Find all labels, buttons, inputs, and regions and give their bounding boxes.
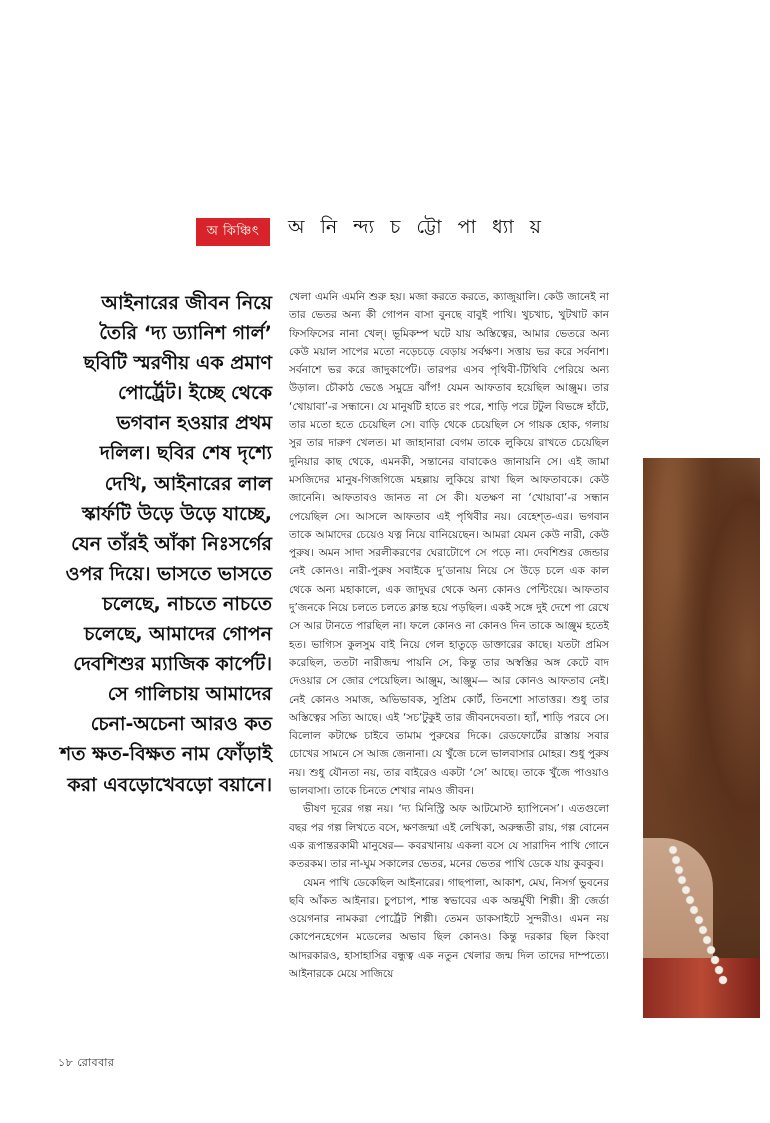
body-paragraph-2: ভীষণ দূরের গল্প নয়। ‘দ্য মিনিস্ট্রি অফ আটমোস্ট হ্যাপিনেস’। এতগুলো বছর পর গল্প লিখতে বসে, ক্ষণজন্মা এই লেখিকা, অরুন্ধতী রায়, গল্প বোনেন এক রূপান্তরকামী মানুষের— কবরখানায় একলা বসে যে সারাদিন পাখি গোনে কতরকম। তার না-ঘুম সকালের ভেতর, মনের ভেতর পাখি ডেকে যায় কুবকুব। <box>289 803 609 871</box>
pearl-necklace <box>643 458 760 1018</box>
article-body <box>289 288 609 1028</box>
pull-quote: আইনারের জীবন নিয়ে তৈরি ‘দ্য ড্যানিশ গার্ল’ ছবিটি স্মরণীয় এক প্রমাণ পোর্ট্রেট। ইচ্ছে থেকে ভগবান হওয়ার প্রথম দলিল। ছবির শেষ দৃশ্যে দেখি, আইনারের লাল স্কার্ফটি উড়ে উড়ে যাচ্ছে, যেন তাঁরই আঁকা নিঃসর্গের ওপর দিয়ে। ভাসতে ভাসতে চলেছে, নাচতে নাচতে চলেছে, আমাদের গোপন দেবশিশুর ম্যাজিক কার্পেট। সে গালিচায় আমাদের চেনা-অচেনা আরও কত শত ক্ষত-বিক্ষত নাম ফোঁড়াই করা এবড়োখেবড়ো বয়ানে। <box>60 292 272 796</box>
author-name: অ নি ন্দ্য চ ট্টো পা ধ্যা য় <box>288 216 546 238</box>
section-kicker-label: অ কিঞ্চিৎ <box>196 218 270 246</box>
body-paragraph-1: খেলা এমনি এমনি শুরু হয়। মজা করতে করতে, ক্যাজুয়ালি। কেউ জানেই না তার ভেতর অন্য কী গোপন বাসা বুনছে বাবুই পাখি। খুচখাচ, খুটখাট কান ফিসফিসের নানা খেল্‌। ভূমিকম্প ঘটে যায় অস্তিত্বের, আমার ভেতরে অন্য কেউ ময়াল সাপের মতো নড়েচড়ে বেড়ায় সর্বক্ষণ। সত্তায় ভর করে সর্বনাশ। সর্বনাশে ভর করে জাদুকার্পেট। তারপর এসব পৃথিবী-টিথিবি পেরিয়ে অন্য উড়াল। চৌকাঠ ভেঙে সমুদ্রে ঝাঁপ! যেমন আফতাব হয়েছিল আঞ্জুম। তার ‘খোয়াবা’-র সন্ধানে। যে মানুষটি হাতে রং পরে, শাড়ি পরে টটুল বিভঙ্গে হাঁটে, তার মতো হতে চেয়েছিল সে। বাড়ি থেকে চেয়েছিল সে গায়ক হোক, গলায় সুর তার দারুণ খেলত। মা জাহানারা বেগম তাকে লুকিয়ে রাখতে চেয়েছিল দুনিয়ার কাছ থেকে, এমনকী, সন্তানের বাবাকেও জানায়নি সে। এই জামা মসজিদের মানুষ-গিজগিজে মহল্লায় লুকিয়ে রাখা ছিল আফতাবকে। কেউ জানেনি। আফতাবও জানত না সে কী। যতক্ষণ না ‘খোয়াবা’-র সন্ধান পেয়েছিল সে। আসলে আফতাব এই পৃথিবীর নয়। বেহেশ্‌ত-এর। ভগবান তাকে আমাদের চেয়েও যত্ন নিয়ে বানিয়েছেন। আমরা যেমন কেউ নারী, কেউ পুরুষ। অমন সাদা সরলীকরণের ঘেরাটোপে সে পড়ে না। দেবশিশুর জেন্ডার নেই কোনও। নারী-পুরুষ সবাইকে দু’ডানায় নিয়ে সে উড়ে চলে এক কাল থেকে অন্য মহাকালে, এক জাদুঘর থেকে অন্য কোনও পেন্টিংয়ে। আফতাব দু’জনকে নিয়ে চলতে চলতে ক্লান্ত হয়ে পড়ছিল। একই সঙ্গে দুই দেশে পা রেখে সে আর টানতে পারছিল না। ফলে কোনও না কোনও দিন তাকে আঞ্জুম হতেই হত। ভাগ্যিস কুলসুম বাই নিয়ে গেল হাতুড়ে ডাক্তারের কাছে। যতটা প্রমিস করেছিল, ততটা নারীজন্ম পায়নি সে, কিন্তু তার অস্বস্তির অঙ্গ কেটে বাদ দেওয়ার সে জোর পেয়েছিল। আঞ্জুম, আঞ্জুম— আর কোনও আফতাব নেই। নেই কোনও সমাজ, অভিভাবক, সুপ্রিম কোর্ট, তিনশো সাতাত্তর। শুধু তার অস্তিত্বের সত্যি আছে। এই ‘সচ’টুকুই তার জীবনদেবতা। হ্যাঁ, শাড়ি পরবে সে। বিলোল কটাক্ষে চাইবে তামাম পুরুষের দিকে। রেডফোর্টের রাস্তায় সবার চোখের সামনে সে আজ জেনানা। যে খুঁজে চলে ভালবাসার মোহর। শুধু পুরুষ নয়। শুধু যৌনতা নয়, তার বাইরেও একটা ‘সে’ আছে। তাকে খুঁজে পাওয়াও ভালবাসা। তাকে চিনতে শেখার নামও জীবন। <box>289 291 609 798</box>
body-paragraph-3: যেমন পাখি ডেকেছিল আইনারের। গাছপালা, আকাশ, মেঘ, নিসর্গ ভুবনের ছবি আঁকত আইনার। চুপচাপ, শান্ত স্বভাবের এক অন্তর্মুখী শিল্পী। স্ত্রী জের্ডা ওয়েগনার নামকরা পোর্ট্রেট শিল্পী। তেমন ডাকসাইটে সুন্দরীও। এমন নয় কোপেনহেগেন মডেলের অভাব ছিল কোনও। কিন্তু দরকার ছিল কিংবা আদরকারও, হাসাহাসির বন্ধুত্ব এক নতুন খেলার জন্ম দিল তাদের দাম্পত্যে। আইনারকে মেয়ে সাজিয়ে <box>289 876 609 980</box>
portrait-photo <box>643 458 760 1018</box>
page-footer: ১৮ রোববার <box>58 1056 115 1069</box>
